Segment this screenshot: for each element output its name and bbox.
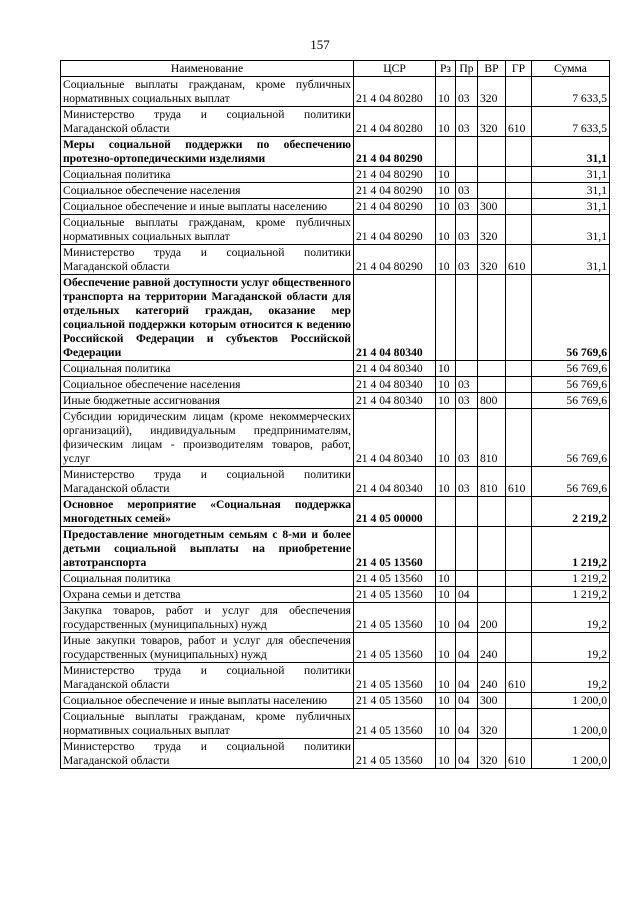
row-vr: 240 [478, 633, 506, 663]
header-sum: Сумма [532, 61, 610, 77]
row-vr: 810 [478, 409, 506, 467]
row-gr [506, 377, 532, 393]
row-sum: 19,2 [532, 663, 610, 693]
row-sum: 31,1 [532, 137, 610, 167]
table-row [61, 361, 610, 377]
table-row [61, 245, 610, 275]
row-pr [456, 361, 478, 377]
row-sum: 56 769,6 [532, 467, 610, 497]
row-csr-code: 21 4 04 80340 [354, 275, 436, 361]
row-name: Обеспечение равной доступности услуг общественного транспорта на территории Магаданской области для отдельных категорий граждан, оказание мер социальной поддержки которым относится к ведению Российской Федерации и субъектов Российской Федерации [61, 275, 354, 361]
row-pr: 04 [456, 603, 478, 633]
row-rz: 10 [436, 107, 456, 137]
table-row [61, 709, 610, 739]
row-vr: 320 [478, 709, 506, 739]
row-pr: 03 [456, 245, 478, 275]
row-rz: 10 [436, 739, 456, 769]
row-vr: 320 [478, 107, 506, 137]
row-vr [478, 183, 506, 199]
row-csr-code: 21 4 04 80290 [354, 183, 436, 199]
row-name: Социальное обеспечение и иные выплаты населению [61, 199, 354, 215]
table-header-row [61, 61, 610, 77]
table-row [61, 199, 610, 215]
row-sum: 56 769,6 [532, 275, 610, 361]
row-rz: 10 [436, 467, 456, 497]
row-sum: 7 633,5 [532, 107, 610, 137]
row-name: Социальная политика [61, 167, 354, 183]
row-vr [478, 361, 506, 377]
row-rz [436, 497, 456, 527]
row-vr [478, 377, 506, 393]
page-number: 157 [310, 37, 330, 52]
row-rz: 10 [436, 245, 456, 275]
row-vr: 810 [478, 467, 506, 497]
row-csr-code: 21 4 05 13560 [354, 709, 436, 739]
row-sum: 56 769,6 [532, 393, 610, 409]
row-rz: 10 [436, 603, 456, 633]
row-gr [506, 199, 532, 215]
row-csr-code: 21 4 05 13560 [354, 587, 436, 603]
row-gr [506, 633, 532, 663]
header-rz: Рз [436, 61, 456, 77]
budget-table [60, 60, 610, 769]
row-gr: 610 [506, 467, 532, 497]
row-csr-code: 21 4 04 80340 [354, 361, 436, 377]
row-name: Иные закупки товаров, работ и услуг для обеспечения государственных (муниципальных) нужд [61, 633, 354, 663]
row-vr: 320 [478, 77, 506, 107]
row-sum: 7 633,5 [532, 77, 610, 107]
row-rz: 10 [436, 199, 456, 215]
row-sum: 1 219,2 [532, 527, 610, 571]
row-sum: 19,2 [532, 603, 610, 633]
row-rz: 10 [436, 633, 456, 663]
row-name: Меры социальной поддержки по обеспечению протезно-ортопедическими изделиями [61, 137, 354, 167]
row-gr: 610 [506, 107, 532, 137]
row-rz: 10 [436, 693, 456, 709]
row-rz: 10 [436, 183, 456, 199]
row-vr [478, 167, 506, 183]
row-sum: 1 200,0 [532, 693, 610, 709]
row-pr: 03 [456, 77, 478, 107]
row-sum: 31,1 [532, 199, 610, 215]
header-name: Наименование [61, 61, 354, 77]
table-row [61, 571, 610, 587]
row-vr: 300 [478, 199, 506, 215]
row-pr [456, 497, 478, 527]
row-rz: 10 [436, 77, 456, 107]
row-rz: 10 [436, 587, 456, 603]
table-row [61, 497, 610, 527]
row-sum: 1 200,0 [532, 739, 610, 769]
row-gr: 610 [506, 245, 532, 275]
row-sum: 31,1 [532, 183, 610, 199]
row-name: Министерство труда и социальной политики Магаданской области [61, 467, 354, 497]
row-rz: 10 [436, 393, 456, 409]
table-row [61, 275, 610, 361]
row-csr-code: 21 4 04 80340 [354, 377, 436, 393]
row-csr-code: 21 4 04 80290 [354, 199, 436, 215]
row-vr: 300 [478, 693, 506, 709]
row-csr-code: 21 4 04 80340 [354, 467, 436, 497]
row-sum: 19,2 [532, 633, 610, 663]
header-csr: ЦСР [354, 61, 436, 77]
row-vr [478, 587, 506, 603]
row-vr: 240 [478, 663, 506, 693]
row-csr-code: 21 4 04 80290 [354, 137, 436, 167]
row-rz: 10 [436, 709, 456, 739]
row-csr-code: 21 4 05 13560 [354, 739, 436, 769]
row-gr [506, 215, 532, 245]
row-name: Предоставление многодетным семьям с 8-ми и более детьми социальной выплаты на приобретение автотранспорта [61, 527, 354, 571]
row-gr [506, 709, 532, 739]
row-name: Социальные выплаты гражданам, кроме публичных нормативных социальных выплат [61, 709, 354, 739]
row-rz: 10 [436, 215, 456, 245]
row-rz [436, 275, 456, 361]
row-csr-code: 21 4 04 80290 [354, 215, 436, 245]
row-sum: 56 769,6 [532, 377, 610, 393]
row-gr [506, 571, 532, 587]
row-rz [436, 137, 456, 167]
row-gr [506, 167, 532, 183]
row-pr: 04 [456, 693, 478, 709]
row-gr: 610 [506, 663, 532, 693]
row-name: Социальные выплаты гражданам, кроме публичных нормативных социальных выплат [61, 215, 354, 245]
table-row [61, 467, 610, 497]
row-csr-code: 21 4 05 13560 [354, 603, 436, 633]
table-row [61, 77, 610, 107]
table-row [61, 693, 610, 709]
table-row [61, 137, 610, 167]
row-csr-code: 21 4 05 13560 [354, 571, 436, 587]
table-row [61, 167, 610, 183]
row-csr-code: 21 4 05 13560 [354, 633, 436, 663]
row-vr: 320 [478, 215, 506, 245]
table-row [61, 739, 610, 769]
row-rz: 10 [436, 409, 456, 467]
row-rz [436, 527, 456, 571]
row-csr-code: 21 4 04 80290 [354, 167, 436, 183]
row-pr: 03 [456, 393, 478, 409]
table-row [61, 215, 610, 245]
table-row [61, 603, 610, 633]
table-row [61, 633, 610, 663]
row-name: Охрана семьи и детства [61, 587, 354, 603]
row-gr [506, 361, 532, 377]
row-pr [456, 137, 478, 167]
row-pr: 04 [456, 709, 478, 739]
row-pr: 03 [456, 199, 478, 215]
table-body [61, 77, 610, 769]
row-csr-code: 21 4 04 80340 [354, 393, 436, 409]
row-rz: 10 [436, 377, 456, 393]
row-sum: 2 219,2 [532, 497, 610, 527]
row-gr [506, 275, 532, 361]
row-gr [506, 409, 532, 467]
row-csr-code: 21 4 05 00000 [354, 497, 436, 527]
row-gr [506, 497, 532, 527]
row-pr: 03 [456, 183, 478, 199]
row-name: Министерство труда и социальной политики Магаданской области [61, 245, 354, 275]
table-row [61, 527, 610, 571]
row-pr [456, 527, 478, 571]
table-row [61, 107, 610, 137]
row-name: Основное мероприятие «Социальная поддержка многодетных семей» [61, 497, 354, 527]
row-pr [456, 275, 478, 361]
row-gr [506, 183, 532, 199]
row-vr: 320 [478, 245, 506, 275]
header-vr: ВР [478, 61, 506, 77]
row-gr [506, 603, 532, 633]
row-pr: 04 [456, 663, 478, 693]
table-row [61, 409, 610, 467]
row-name: Социальное обеспечение населения [61, 377, 354, 393]
row-name: Социальная политика [61, 571, 354, 587]
table-row [61, 183, 610, 199]
table-row [61, 377, 610, 393]
row-pr [456, 167, 478, 183]
row-name: Министерство труда и социальной политики Магаданской области [61, 107, 354, 137]
row-pr: 04 [456, 587, 478, 603]
row-gr [506, 393, 532, 409]
row-name: Социальное обеспечение и иные выплаты населению [61, 693, 354, 709]
row-pr: 03 [456, 467, 478, 497]
row-vr [478, 497, 506, 527]
row-pr [456, 571, 478, 587]
row-vr [478, 275, 506, 361]
header-pr: Пр [456, 61, 478, 77]
row-name: Министерство труда и социальной политики Магаданской области [61, 739, 354, 769]
table-row [61, 663, 610, 693]
row-vr: 800 [478, 393, 506, 409]
row-csr-code: 21 4 05 13560 [354, 693, 436, 709]
row-csr-code: 21 4 05 13560 [354, 663, 436, 693]
row-sum: 31,1 [532, 245, 610, 275]
row-rz: 10 [436, 663, 456, 693]
row-rz: 10 [436, 361, 456, 377]
row-name: Министерство труда и социальной политики Магаданской области [61, 663, 354, 693]
row-name: Социальная политика [61, 361, 354, 377]
row-gr [506, 693, 532, 709]
row-rz: 10 [436, 571, 456, 587]
row-vr [478, 527, 506, 571]
table-row [61, 393, 610, 409]
row-sum: 31,1 [532, 167, 610, 183]
row-gr [506, 137, 532, 167]
row-sum: 1 219,2 [532, 571, 610, 587]
row-gr [506, 587, 532, 603]
row-pr: 03 [456, 215, 478, 245]
row-vr: 320 [478, 739, 506, 769]
row-sum: 1 219,2 [532, 587, 610, 603]
row-csr-code: 21 4 04 80280 [354, 77, 436, 107]
row-sum: 56 769,6 [532, 409, 610, 467]
row-gr [506, 527, 532, 571]
row-sum: 31,1 [532, 215, 610, 245]
row-vr [478, 571, 506, 587]
row-sum: 1 200,0 [532, 709, 610, 739]
row-csr-code: 21 4 04 80340 [354, 409, 436, 467]
row-name: Закупка товаров, работ и услуг для обеспечения государственных (муниципальных) нужд [61, 603, 354, 633]
row-name: Социальные выплаты гражданам, кроме публичных нормативных социальных выплат [61, 77, 354, 107]
row-pr: 04 [456, 633, 478, 663]
row-csr-code: 21 4 04 80280 [354, 107, 436, 137]
table-row [61, 587, 610, 603]
row-sum: 56 769,6 [532, 361, 610, 377]
row-csr-code: 21 4 04 80290 [354, 245, 436, 275]
row-name: Социальное обеспечение населения [61, 183, 354, 199]
row-csr-code: 21 4 05 13560 [354, 527, 436, 571]
row-name: Субсидии юридическим лицам (кроме некоммерческих организаций), индивидуальным предпринимателям, физическим лицам - производителям товаров, работ, услуг [61, 409, 354, 467]
row-vr [478, 137, 506, 167]
header-gr: ГР [506, 61, 532, 77]
row-pr: 03 [456, 107, 478, 137]
row-pr: 03 [456, 377, 478, 393]
row-gr [506, 77, 532, 107]
row-vr: 200 [478, 603, 506, 633]
row-gr: 610 [506, 739, 532, 769]
row-name: Иные бюджетные ассигнования [61, 393, 354, 409]
row-pr: 04 [456, 739, 478, 769]
row-pr: 03 [456, 409, 478, 467]
row-rz: 10 [436, 167, 456, 183]
